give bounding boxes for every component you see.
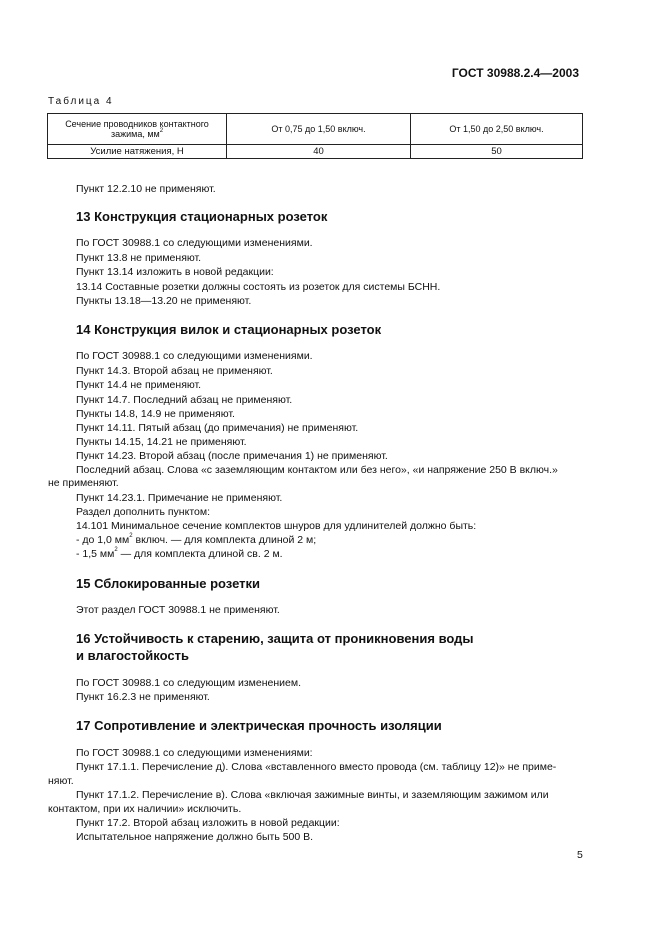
paragraph: Пункт 13.14 изложить в новой редакции: [76, 266, 274, 278]
section-17-heading: 17 Сопротивление и электрическая прочность изоляции [76, 718, 442, 733]
paragraph: По ГОСТ 30988.1 со следующими изменениями: [76, 747, 313, 759]
paragraph: Пункты 14.15, 14.21 не применяют. [76, 436, 247, 448]
section-14-heading: 14 Конструкция вилок и стационарных розеток [76, 322, 382, 337]
table-header-cell-range-2: От 1,50 до 2,50 включ. [411, 114, 583, 145]
paragraph: 14.101 Минимальное сечение комплектов шнуров для удлинителей должно быть: [76, 520, 477, 532]
table-header-row [48, 114, 583, 145]
section-15-heading: 15 Сблокированные розетки [76, 576, 261, 591]
paragraph: Пункт 17.2. Второй абзац изложить в новой редакции: [76, 817, 340, 829]
paragraph: Этот раздел ГОСТ 30988.1 не применяют. [76, 604, 280, 616]
paragraph: Пункт 17.1.2. Перечисление в). Слова «включая зажимные винты, и заземляющим зажимом или [76, 789, 549, 801]
paragraph: Пункт 16.2.3 не применяют. [76, 691, 210, 703]
paragraph: Пункт 14.3. Второй абзац не применяют. [76, 365, 273, 377]
page-number: 5 [577, 849, 583, 861]
table-cell-value-2: 50 [411, 145, 583, 159]
paragraph: По ГОСТ 30988.1 со следующими изменениями. [76, 350, 313, 362]
paragraph: Испытательное напряжение должно быть 500 В. [76, 831, 314, 843]
paragraph: 13.14 Составные розетки должны состоять из розеток для системы БСНН. [76, 281, 441, 293]
paragraph: не применяют. [48, 477, 119, 489]
table-header-cell-range-1: От 0,75 до 1,50 включ. [227, 114, 411, 145]
paragraph: Пункт 13.8 не применяют. [76, 252, 202, 264]
paragraph: Пункт 14.23.1. Примечание не применяют. [76, 492, 283, 504]
section-16-heading-cont: и влагостойкость [76, 648, 189, 663]
paragraph: Пункты 14.8, 14.9 не применяют. [76, 408, 235, 420]
paragraph: Последний абзац. Слова «с заземляющим контактом или без него», «и напряжение 250 В включ.» [76, 464, 558, 476]
paragraph: Пункт 14.7. Последний абзац не применяют. [76, 394, 293, 406]
paragraph: Пункт 14.4 не применяют. [76, 379, 202, 391]
paragraph: Пункт 14.23. Второй абзац (после примечания 1) не применяют. [76, 450, 388, 462]
list-item: - 1,5 $мм^2$ — для комплекта длиной св. 2 м. [76, 547, 283, 560]
section-16-heading: 16 Устойчивость к старению, защита от проникновения воды [76, 631, 474, 646]
table-cell-value-1: 40 [227, 145, 411, 159]
paragraph: Пункты 13.18—13.20 не применяют. [76, 295, 252, 307]
paragraph: контактом, при их наличии» исключить. [48, 803, 242, 815]
paragraph: Пункт 17.1.1. Перечисление д). Слова «вставленного вместо провода (см. таблицу 12)» не приме- [76, 761, 557, 773]
list-item: - до 1,0 $мм^2$ включ. — для комплекта длиной 2 м; [76, 533, 317, 546]
section-13-heading: 13 Конструкция стационарных розеток [76, 209, 328, 224]
paragraph: По ГОСТ 30988.1 со следующим изменением. [76, 677, 302, 689]
table-header-cell-section: Сечение проводников контактного зажима, $мм^2$ [48, 114, 227, 145]
paragraph: Раздел дополнить пунктом: [76, 506, 210, 518]
table-caption: Таблица 4 [48, 96, 114, 107]
table-4 [47, 113, 583, 159]
paragraph: Пункт 14.11. Пятый абзац (до примечания) не применяют. [76, 422, 359, 434]
table-row-label: Усилие натяжения, Н [48, 145, 227, 159]
document-code: ГОСТ 30988.2.4—2003 [451, 66, 579, 80]
paragraph: няют. [48, 775, 74, 787]
table-row [48, 145, 583, 159]
paragraph: По ГОСТ 30988.1 со следующими изменениями. [76, 237, 313, 249]
paragraph: Пункт 12.2.10 не применяют. [76, 183, 216, 195]
